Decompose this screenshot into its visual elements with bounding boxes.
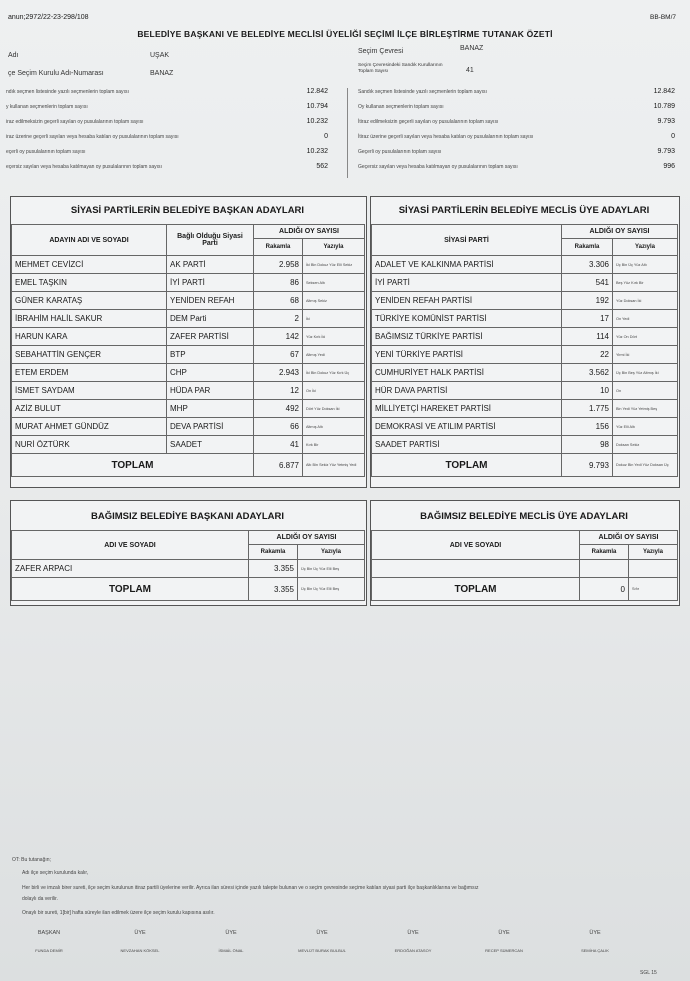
summary-right-label: Geçerli oy pusulalarının toplam sayısı <box>358 149 442 155</box>
candidate-party: DEM Parti <box>167 310 254 328</box>
vote-written: Yüz On Dört <box>613 328 678 346</box>
vote-numeric: 2 <box>254 310 303 328</box>
vote-written: Üç Bin Üç Yüz Altı <box>613 256 678 274</box>
col-party: Bağlı Olduğu Siyasi Parti <box>167 225 254 256</box>
signature-role: BAŞKAN <box>37 930 61 936</box>
signature-name: FUNDA DEMİR <box>35 948 63 953</box>
independent-mayor-total-label: TOPLAM <box>12 578 249 601</box>
candidate-party: CHP <box>167 364 254 382</box>
candidate-name: SEBAHATTİN GENÇER <box>12 346 167 364</box>
col-party-name: SİYASİ PARTİ <box>372 225 562 256</box>
summary-left-value: 0 <box>324 133 328 140</box>
signature-name: SEMİHA ÇALIK <box>581 948 609 953</box>
vote-written: İki Bin Dokuz Yüz Elli Sekiz <box>303 256 365 274</box>
col-numeric: Rakamla <box>562 239 613 256</box>
vote-numeric: 10 <box>562 382 613 400</box>
vote-numeric: 3.355 <box>249 560 298 578</box>
summary-right-value: 9.793 <box>657 148 675 155</box>
vote-written: Kırk Bir <box>303 436 365 454</box>
col-votes: ALDIĞI OY SAYISI <box>249 531 365 545</box>
table-row <box>12 274 365 292</box>
summary-left-value: 12.842 <box>306 88 328 95</box>
footnote-line: OT: Bu tutanağın; <box>12 857 51 863</box>
footnote-line: Onaylı bir sureti, 1[bir] hafta süreyle ilan edilmek üzere ilçe seçim kurulu kapısına asılır. <box>22 910 215 916</box>
vote-written: Dört Yüz Doksan İki <box>303 400 365 418</box>
council-candidates-title: SİYASİ PARTİLERİN BELEDİYE MECLİS ÜYE ADAYLARI <box>398 205 650 216</box>
candidate-party: HÜDA PAR <box>167 382 254 400</box>
candidate-party: MHP <box>167 400 254 418</box>
party-name: CUMHURİYET HALK PARTİSİ <box>372 364 562 382</box>
col-votes: ALDIĞI OY SAYISI <box>254 225 365 239</box>
summary-left-value: 562 <box>316 163 328 170</box>
candidate-name: İBRAHİM HALİL SAKUR <box>12 310 167 328</box>
vote-numeric: 142 <box>254 328 303 346</box>
candidate-name: MURAT AHMET GÜNDÜZ <box>12 418 167 436</box>
vote-numeric: 86 <box>254 274 303 292</box>
table-row <box>372 274 678 292</box>
signature-role: ÜYE <box>225 930 237 936</box>
col-votes: ALDIĞI OY SAYISI <box>580 531 678 545</box>
col-numeric: Rakamla <box>254 239 303 256</box>
summary-right-label: İtiraz edilmeksizin geçerli sayılan oy pusulalarının toplam sayısı <box>358 119 499 125</box>
col-written: Yazıyla <box>613 239 678 256</box>
mayor-total-written: Altı Bin Sekiz Yüz Yetmiş Yedi <box>303 454 365 477</box>
table-row <box>372 346 678 364</box>
col-written: Yazıyla <box>629 544 678 559</box>
summary-right-value: 10.789 <box>653 103 675 110</box>
constituency-label: Seçim Çevresi <box>358 48 404 55</box>
table-row <box>12 436 365 454</box>
table-row <box>12 346 365 364</box>
vote-numeric: 98 <box>562 436 613 454</box>
signature-name: NEVZAHAN KÖKSEL <box>120 948 160 953</box>
table-row <box>12 256 365 274</box>
summary-right-value: 12.842 <box>653 88 675 95</box>
council-total-written: Dokuz Bin Yedi Yüz Doksan Üç <box>613 454 678 477</box>
summary-right-label: Geçersiz sayılan veya hesaba katılmayan oy pusulalarının toplam sayısı <box>358 164 518 170</box>
document-title: BELEDİYE BAŞKANI VE BELEDİYE MECLİSİ ÜYELİĞİ SEÇİMİ İLÇE BİRLEŞTİRME TUTANAK ÖZETİ <box>137 29 553 39</box>
mayor-table <box>11 224 365 477</box>
col-name: ADI VE SOYADI <box>372 531 580 560</box>
candidate-party: SAADET <box>167 436 254 454</box>
independent-mayor-total-numeric: 3.355 <box>249 578 298 601</box>
independent-mayor-title: BAĞIMSIZ BELEDİYE BAŞKANI ADAYLARI <box>90 511 284 522</box>
table-row <box>12 310 365 328</box>
summary-right-value: 0 <box>671 133 675 140</box>
table-row <box>12 292 365 310</box>
signature-name: MEVLÜT BURAK BULBUL <box>298 948 346 953</box>
signature-block <box>287 930 357 953</box>
law-reference: anun;2972/22-23-298/108 <box>8 14 89 21</box>
col-written: Yazıyla <box>298 544 365 559</box>
signature-role: ÜYE <box>589 930 601 936</box>
party-name: YENİ TÜRKİYE PARTİSİ <box>372 346 562 364</box>
table-row <box>12 418 365 436</box>
vote-written: Beş Yüz Kırk Bir <box>613 274 678 292</box>
party-name: ADALET VE KALKINMA PARTİSİ <box>372 256 562 274</box>
signature-block <box>469 930 539 953</box>
party-name: TÜRKİYE KOMÜNİST PARTİSİ <box>372 310 562 328</box>
summary-right-label: Oy kullanan seçmenlerin toplam sayısı <box>358 104 444 110</box>
vote-numeric: 3.306 <box>562 256 613 274</box>
vote-written: Altmış Sekiz <box>303 292 365 310</box>
vote-numeric: 67 <box>254 346 303 364</box>
independent-council-total-written: Sıfır <box>629 578 678 601</box>
constituency-value: BANAZ <box>460 45 484 52</box>
empty-row <box>372 560 580 578</box>
candidate-party: İYİ PARTİ <box>167 274 254 292</box>
vote-written: On <box>613 382 678 400</box>
signature-block <box>560 930 630 953</box>
summary-right-value: 996 <box>663 163 675 170</box>
independent-council-table <box>371 530 678 601</box>
candidate-party: BTP <box>167 346 254 364</box>
vote-written: Yüz Doksan İki <box>613 292 678 310</box>
vote-numeric: 192 <box>562 292 613 310</box>
col-numeric: Rakamla <box>249 544 298 559</box>
signature-role: ÜYE <box>134 930 146 936</box>
table-row <box>12 364 365 382</box>
candidate-name: ZAFER ARPACI <box>12 560 249 578</box>
summary-left-value: 10.794 <box>306 103 328 110</box>
summary-left-label: iraz edilmeksizin geçerli sayılan oy pusulalarının toplam sayısı <box>6 119 144 125</box>
signature-name: RECEP SÜMERCAN <box>485 948 523 953</box>
vote-numeric: 2.943 <box>254 364 303 382</box>
party-name: SAADET PARTİSİ <box>372 436 562 454</box>
page-number: SGL 15 <box>640 970 657 976</box>
signature-role: ÜYE <box>407 930 419 936</box>
signature-role: ÜYE <box>316 930 328 936</box>
table-row <box>12 382 365 400</box>
independent-council-total-label: TOPLAM <box>372 578 580 601</box>
col-numeric: Rakamla <box>580 544 629 559</box>
vote-written: Altmış Altı <box>303 418 365 436</box>
summary-left-label: eçersiz sayılan veya hesaba katılmayan oy pusulalarının toplam sayısı <box>6 164 162 170</box>
summary-left-label: ndık seçmen listesinde yazılı seçmenlerin toplam sayısı <box>6 89 129 95</box>
candidate-party: AK PARTİ <box>167 256 254 274</box>
summary-left-value: 10.232 <box>306 118 328 125</box>
table-row <box>372 310 678 328</box>
table-row <box>12 400 365 418</box>
vote-written: Bin Yedi Yüz Yetmiş Beş <box>613 400 678 418</box>
signature-block <box>105 930 175 953</box>
footnote-line: dolaylı da verilir. <box>22 896 58 902</box>
council-total-label: TOPLAM <box>372 454 562 477</box>
candidate-party: YENİDEN REFAH <box>167 292 254 310</box>
vote-numeric: 1.775 <box>562 400 613 418</box>
summary-right-value: 9.793 <box>657 118 675 125</box>
summary-left-label: eçerli oy pusulalarının toplam sayısı <box>6 149 86 155</box>
vote-numeric: 12 <box>254 382 303 400</box>
table-row <box>372 400 678 418</box>
council-table <box>371 224 678 477</box>
vote-numeric: 41 <box>254 436 303 454</box>
candidate-name: AZİZ BULUT <box>12 400 167 418</box>
signature-name: ERDOĞAN ATASOY <box>394 948 432 953</box>
candidate-name: ETEM ERDEM <box>12 364 167 382</box>
mayor-total-numeric: 6.877 <box>254 454 303 477</box>
candidate-party: ZAFER PARTİSİ <box>167 328 254 346</box>
independent-council-total-numeric: 0 <box>580 578 629 601</box>
summary-right-label: Sandık seçmen listesinde yazılı seçmenlerin toplam sayısı <box>358 89 487 95</box>
ballot-box-count-value: 41 <box>466 67 474 74</box>
party-name: DEMOKRASİ VE ATILIM PARTİSİ <box>372 418 562 436</box>
vote-written: Üç Bin Üç Yüz Elli Beş <box>298 560 365 578</box>
party-name: MİLLİYETÇİ HAREKET PARTİSİ <box>372 400 562 418</box>
vote-written: On Yedi <box>613 310 678 328</box>
vote-written: Yüz Kırk İki <box>303 328 365 346</box>
table-row <box>372 256 678 274</box>
party-name: İYİ PARTİ <box>372 274 562 292</box>
vote-numeric: 3.562 <box>562 364 613 382</box>
form-code: BB-BM/7 <box>649 14 676 21</box>
independent-mayor-table <box>11 530 365 601</box>
signature-block <box>378 930 448 953</box>
candidate-name: MEHMET CEVİZCİ <box>12 256 167 274</box>
signature-block <box>14 930 84 953</box>
footnote-line: Her birli ve imzalı birer sureti, ilçe seçim kurulunun itiraz partili üyelerine verilir. Ayrıca ilan süresi içinde yazılı talepte bulunan ve o seçim çevresinde seçime katılan siyasi parti ilçe başkanlıklarına ve bağımsız <box>22 885 479 891</box>
vote-written: On İki <box>303 382 365 400</box>
table-row <box>372 418 678 436</box>
vote-written: İki <box>303 310 365 328</box>
candidate-name: NURİ ÖZTÜRK <box>12 436 167 454</box>
col-name: ADI VE SOYADI <box>12 531 249 560</box>
col-candidate-name: ADAYIN ADI VE SOYADI <box>12 225 167 256</box>
summary-left-value: 10.232 <box>306 148 328 155</box>
district-value: BANAZ <box>150 70 174 77</box>
vote-written: Yüz Elli Altı <box>613 418 678 436</box>
vote-numeric: 68 <box>254 292 303 310</box>
col-votes: ALDIĞI OY SAYISI <box>562 225 678 239</box>
candidate-name: HARUN KARA <box>12 328 167 346</box>
province-value: UŞAK <box>150 52 170 59</box>
table-row <box>372 292 678 310</box>
vote-written: Seksen Altı <box>303 274 365 292</box>
vote-numeric: 156 <box>562 418 613 436</box>
party-name: BAĞIMSIZ TÜRKİYE PARTİSİ <box>372 328 562 346</box>
table-row <box>372 328 678 346</box>
vote-written: İki Bin Dokuz Yüz Kırk Üç <box>303 364 365 382</box>
independent-council-title: BAĞIMSIZ BELEDİYE MECLİS ÜYE ADAYLARI <box>420 511 628 522</box>
independent-mayor-total-written: Üç Bin Üç Yüz Elli Beş <box>298 578 365 601</box>
summary-divider <box>347 88 348 178</box>
vote-numeric: 22 <box>562 346 613 364</box>
province-label: Adı <box>8 52 19 59</box>
footnote-line: Adı ilçe seçim kurulunda kalır, <box>22 870 89 876</box>
table-row <box>372 436 678 454</box>
party-name: HÜR DAVA PARTİSİ <box>372 382 562 400</box>
summary-left-label: iraz üzerine geçerli sayılan veya hesaba katılan oy pusulalarının toplam sayısı <box>6 134 179 140</box>
signature-role: ÜYE <box>498 930 510 936</box>
vote-numeric: 2.958 <box>254 256 303 274</box>
summary-right-label: İtiraz üzerine geçerli sayılan veya hesaba katılan oy pusulalarının toplam sayısı <box>358 134 534 140</box>
vote-numeric: 66 <box>254 418 303 436</box>
table-row <box>372 382 678 400</box>
summary-left-label: y kullanan seçmenlerin toplam sayısı <box>6 104 88 110</box>
vote-numeric: 17 <box>562 310 613 328</box>
candidate-name: EMEL TAŞKIN <box>12 274 167 292</box>
district-label: çe Seçim Kurulu Adı-Numarası <box>8 70 104 77</box>
vote-written: Yirmi İki <box>613 346 678 364</box>
ballot-box-count-label: Seçim Çevresindeki Sandık Kurullarının Toplam Sayısı <box>358 63 443 74</box>
table-row <box>372 364 678 382</box>
table-row <box>12 328 365 346</box>
table-row <box>12 560 365 578</box>
party-name: YENİDEN REFAH PARTİSİ <box>372 292 562 310</box>
mayor-total-label: TOPLAM <box>12 454 254 477</box>
mayor-candidates-title: SİYASİ PARTİLERİN BELEDİYE BAŞKAN ADAYLARI <box>70 205 305 216</box>
vote-numeric: 492 <box>254 400 303 418</box>
candidate-party: DEVA PARTİSİ <box>167 418 254 436</box>
vote-written: Altmış Yedi <box>303 346 365 364</box>
signature-name: İSMAİL ÖNAL <box>218 948 244 953</box>
vote-numeric: 114 <box>562 328 613 346</box>
candidate-name: İSMET SAYDAM <box>12 382 167 400</box>
col-written: Yazıyla <box>303 239 365 256</box>
candidate-name: GÜNER KARATAŞ <box>12 292 167 310</box>
vote-numeric: 541 <box>562 274 613 292</box>
council-total-numeric: 9.793 <box>562 454 613 477</box>
signature-block <box>196 930 266 953</box>
vote-written: Üç Bin Beş Yüz Altmış İki <box>613 364 678 382</box>
vote-written: Doksan Sekiz <box>613 436 678 454</box>
